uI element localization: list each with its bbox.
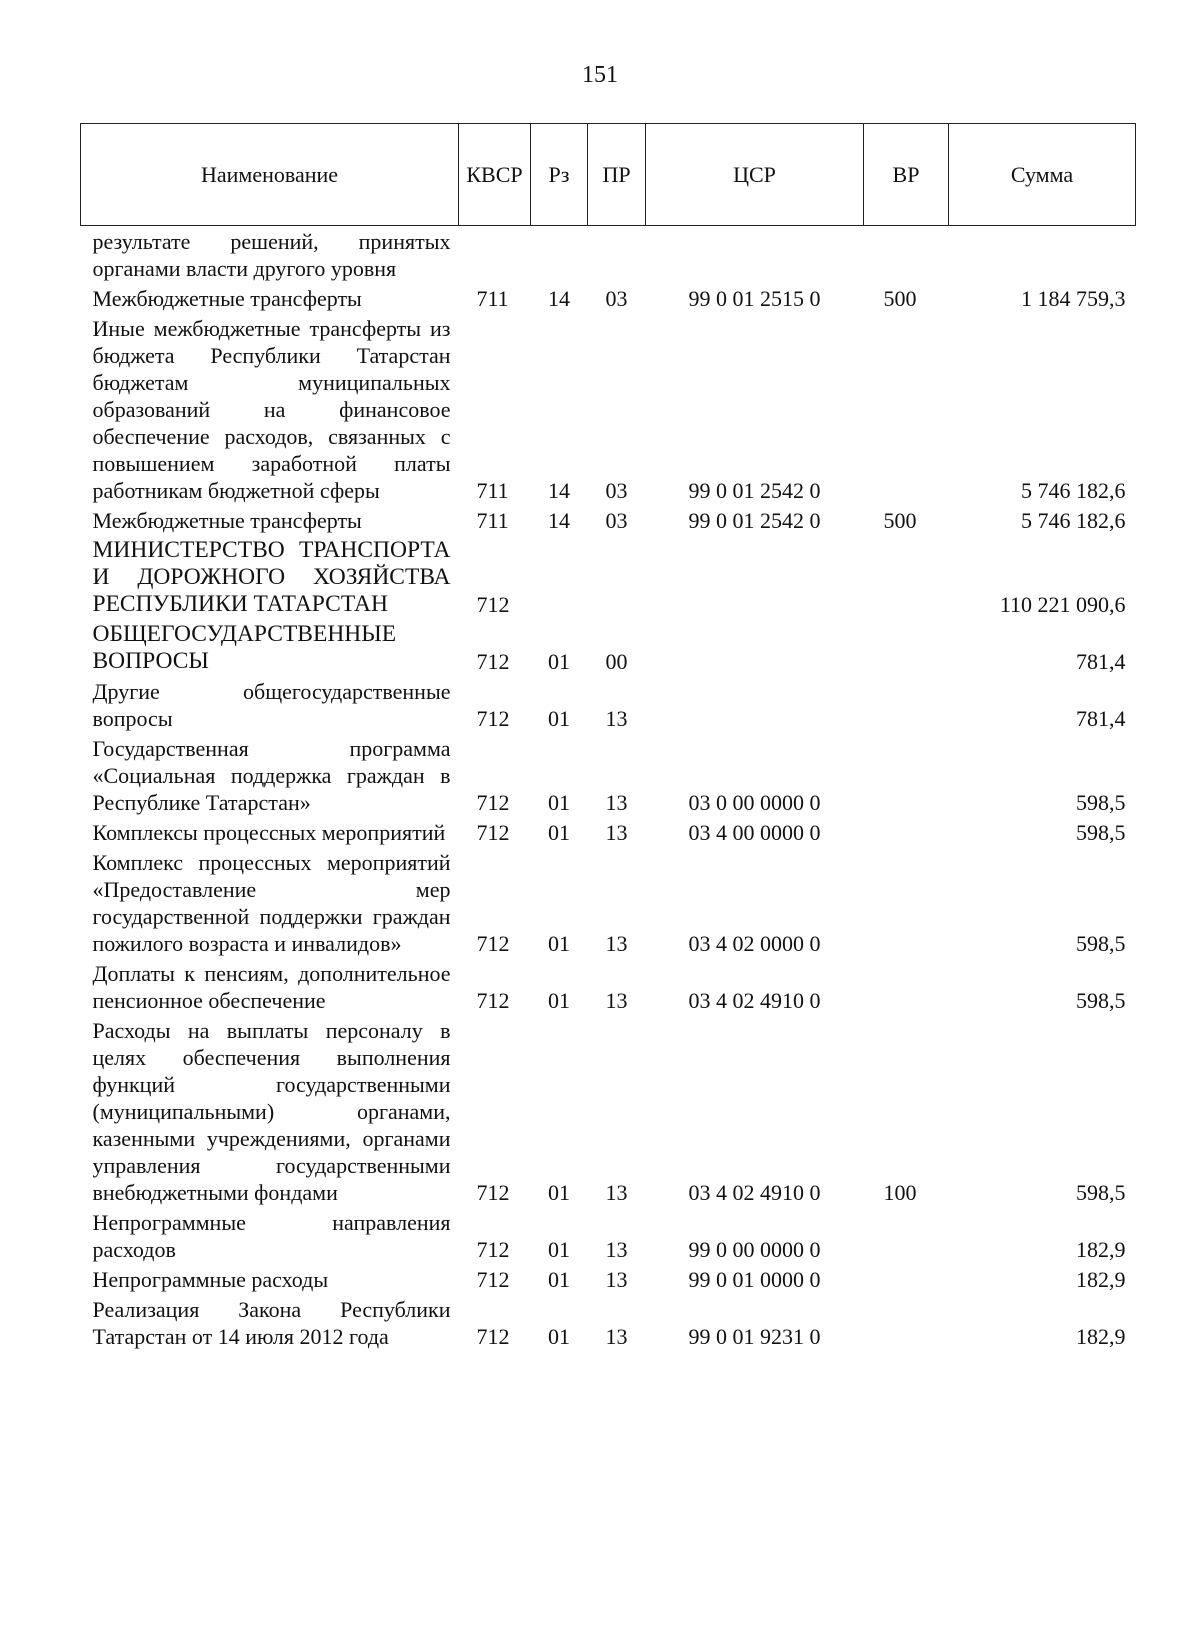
row-vr [864,1294,949,1351]
row-kvsr: 712 [476,592,510,617]
table-header [81,124,1136,226]
row-kvsr: 711 [476,508,509,533]
row-kvsr: 712 [476,988,510,1013]
row-rz: 01 [548,1324,570,1349]
row-sum: 781,4 [1076,649,1126,674]
row-vr [864,958,949,1015]
row-name: Непрограммные направления расходов [92,1210,451,1262]
row-pr: 00 [605,649,628,674]
row-name: Иные межбюджетные трансферты из бюджета Республики Татарстан бюджетам муниципальных образований на финансовое обеспечение расходов, связанных с повышением заработной платы работникам бюджетной сферы [92,316,451,503]
page-number: 151 [582,62,618,88]
row-rz: 01 [548,706,570,731]
row-rz: 14 [548,478,570,503]
row-rz: 01 [548,649,570,674]
row-sum [949,226,1136,284]
row-pr: 03 [605,478,628,503]
row-sum: 182,9 [1076,1237,1126,1262]
row-csr: 99 0 01 2542 0 [688,508,821,533]
row-csr: 03 0 00 0000 0 [688,790,821,815]
table-row [81,535,1136,619]
row-kvsr: 711 [476,478,509,503]
table-row [81,313,1136,505]
row-name: Межбюджетные трансферты [92,508,362,533]
row-kvsr: 712 [476,1237,510,1262]
row-name: Комплексы процессных мероприятий [92,820,446,845]
row-csr [646,535,864,619]
row-pr: 13 [605,1180,628,1205]
header-sum: Сумма [949,124,1136,226]
row-kvsr: 712 [476,790,510,815]
row-name: Другие общегосударственные вопросы [92,679,451,731]
row-sum: 598,5 [1076,790,1126,815]
row-csr: 03 4 02 0000 0 [688,931,821,956]
row-csr [646,619,864,676]
row-sum: 598,5 [1076,931,1126,956]
row-vr [864,1264,949,1294]
row-csr [646,676,864,733]
row-kvsr: 712 [476,931,510,956]
row-name: результате решений, принятых органами власти другого уровня [92,229,451,281]
header-rz: Рз [531,124,588,226]
row-name: Государственная программа «Социальная поддержка граждан в Республике Татарстан» [92,736,451,815]
table-row [81,1207,1136,1264]
row-sum: 598,5 [1076,988,1126,1013]
table-body [81,226,1136,1352]
row-pr: 03 [605,286,628,311]
row-pr: 13 [605,1267,628,1292]
row-rz: 01 [548,1180,570,1205]
row-pr: 13 [605,706,628,731]
row-rz: 01 [548,820,570,845]
row-kvsr: 712 [476,1324,510,1349]
row-csr: 99 0 01 2515 0 [688,286,821,311]
row-pr: 03 [605,508,628,533]
row-pr [588,226,646,284]
header-csr: ЦСР [646,124,864,226]
header-pr: ПР [588,124,646,226]
row-name: Непрограммные расходы [92,1267,329,1292]
row-csr: 99 0 01 9231 0 [688,1324,821,1349]
row-kvsr: 711 [476,286,509,311]
row-sum: 5 746 182,6 [1021,478,1126,503]
row-vr [864,313,949,505]
row-name: Межбюджетные трансферты [92,286,362,311]
row-pr: 13 [605,988,628,1013]
row-pr [588,535,646,619]
table-row [81,1294,1136,1351]
row-vr [864,817,949,847]
table-row [81,676,1136,733]
row-rz: 01 [548,931,570,956]
row-rz: 01 [548,988,570,1013]
row-csr: 03 4 02 4910 0 [688,988,821,1013]
row-rz: 01 [548,1267,570,1292]
row-kvsr: 712 [476,1267,510,1292]
row-kvsr: 712 [476,706,510,731]
row-name: Доплаты к пенсиям, дополнительное пенсионное обеспечение [92,961,451,1013]
table-row [81,226,1136,284]
row-csr: 03 4 02 4910 0 [688,1180,821,1205]
row-name: ОБЩЕГОСУДАРСТВЕННЫЕ ВОПРОСЫ [92,621,397,674]
row-kvsr: 712 [476,820,510,845]
row-csr: 99 0 01 0000 0 [688,1267,821,1292]
row-sum: 1 184 759,3 [1021,286,1126,311]
row-sum: 110 221 090,6 [999,592,1126,617]
row-csr: 99 0 01 2542 0 [688,478,821,503]
row-vr [864,847,949,958]
header-kvsr: КВСР [459,124,531,226]
table-row [81,1015,1136,1207]
row-vr [864,535,949,619]
row-vr: 100 [883,1180,917,1205]
table-row [81,505,1136,535]
table-row [81,1264,1136,1294]
row-vr: 500 [883,508,917,533]
row-rz: 01 [548,790,570,815]
row-csr: 03 4 00 0000 0 [688,820,821,845]
row-vr [864,1207,949,1264]
table-row [81,958,1136,1015]
table-row [81,619,1136,676]
row-kvsr: 712 [476,1180,510,1205]
row-name: Расходы на выплаты персоналу в целях обеспечения выполнения функций государственными (муниципальными) органами, казенными учреждениями, органами управления государственными внебюджетными фондами [92,1018,451,1205]
row-sum: 182,9 [1076,1324,1126,1349]
row-vr [864,676,949,733]
row-pr: 13 [605,1237,628,1262]
row-name: Реализация Закона Республики Татарстан от 14 июля 2012 года [92,1297,451,1349]
row-sum: 182,9 [1076,1267,1126,1292]
row-rz: 14 [548,508,570,533]
row-rz: 14 [548,286,570,311]
row-pr: 13 [605,931,628,956]
table-row [81,283,1136,313]
table-row [81,817,1136,847]
row-name: Комплекс процессных мероприятий «Предоставление мер государственной поддержки граждан пожилого возраста и инвалидов» [92,850,451,956]
row-vr [864,619,949,676]
row-pr: 13 [605,1324,628,1349]
table-row [81,733,1136,817]
budget-table [80,123,1136,1351]
row-sum: 598,5 [1076,820,1126,845]
row-vr [864,733,949,817]
row-sum: 781,4 [1076,706,1126,731]
row-vr: 500 [883,286,917,311]
row-csr [646,226,864,284]
row-sum: 598,5 [1076,1180,1126,1205]
header-name: Наименование [81,124,459,226]
row-kvsr [459,226,531,284]
row-kvsr: 712 [476,649,510,674]
row-name: МИНИСТЕРСТВО ТРАНСПОРТА И ДОРОЖНОГО ХОЗЯЙСТВА РЕСПУБЛИКИ ТАТАРСТАН [92,537,451,617]
table-row [81,847,1136,958]
row-vr [864,226,949,284]
row-rz [531,535,588,619]
row-rz: 01 [548,1237,570,1262]
row-rz [531,226,588,284]
row-csr: 99 0 00 0000 0 [688,1237,821,1262]
row-pr: 13 [605,820,628,845]
row-sum: 5 746 182,6 [1021,508,1126,533]
row-pr: 13 [605,790,628,815]
header-vr: ВР [864,124,949,226]
